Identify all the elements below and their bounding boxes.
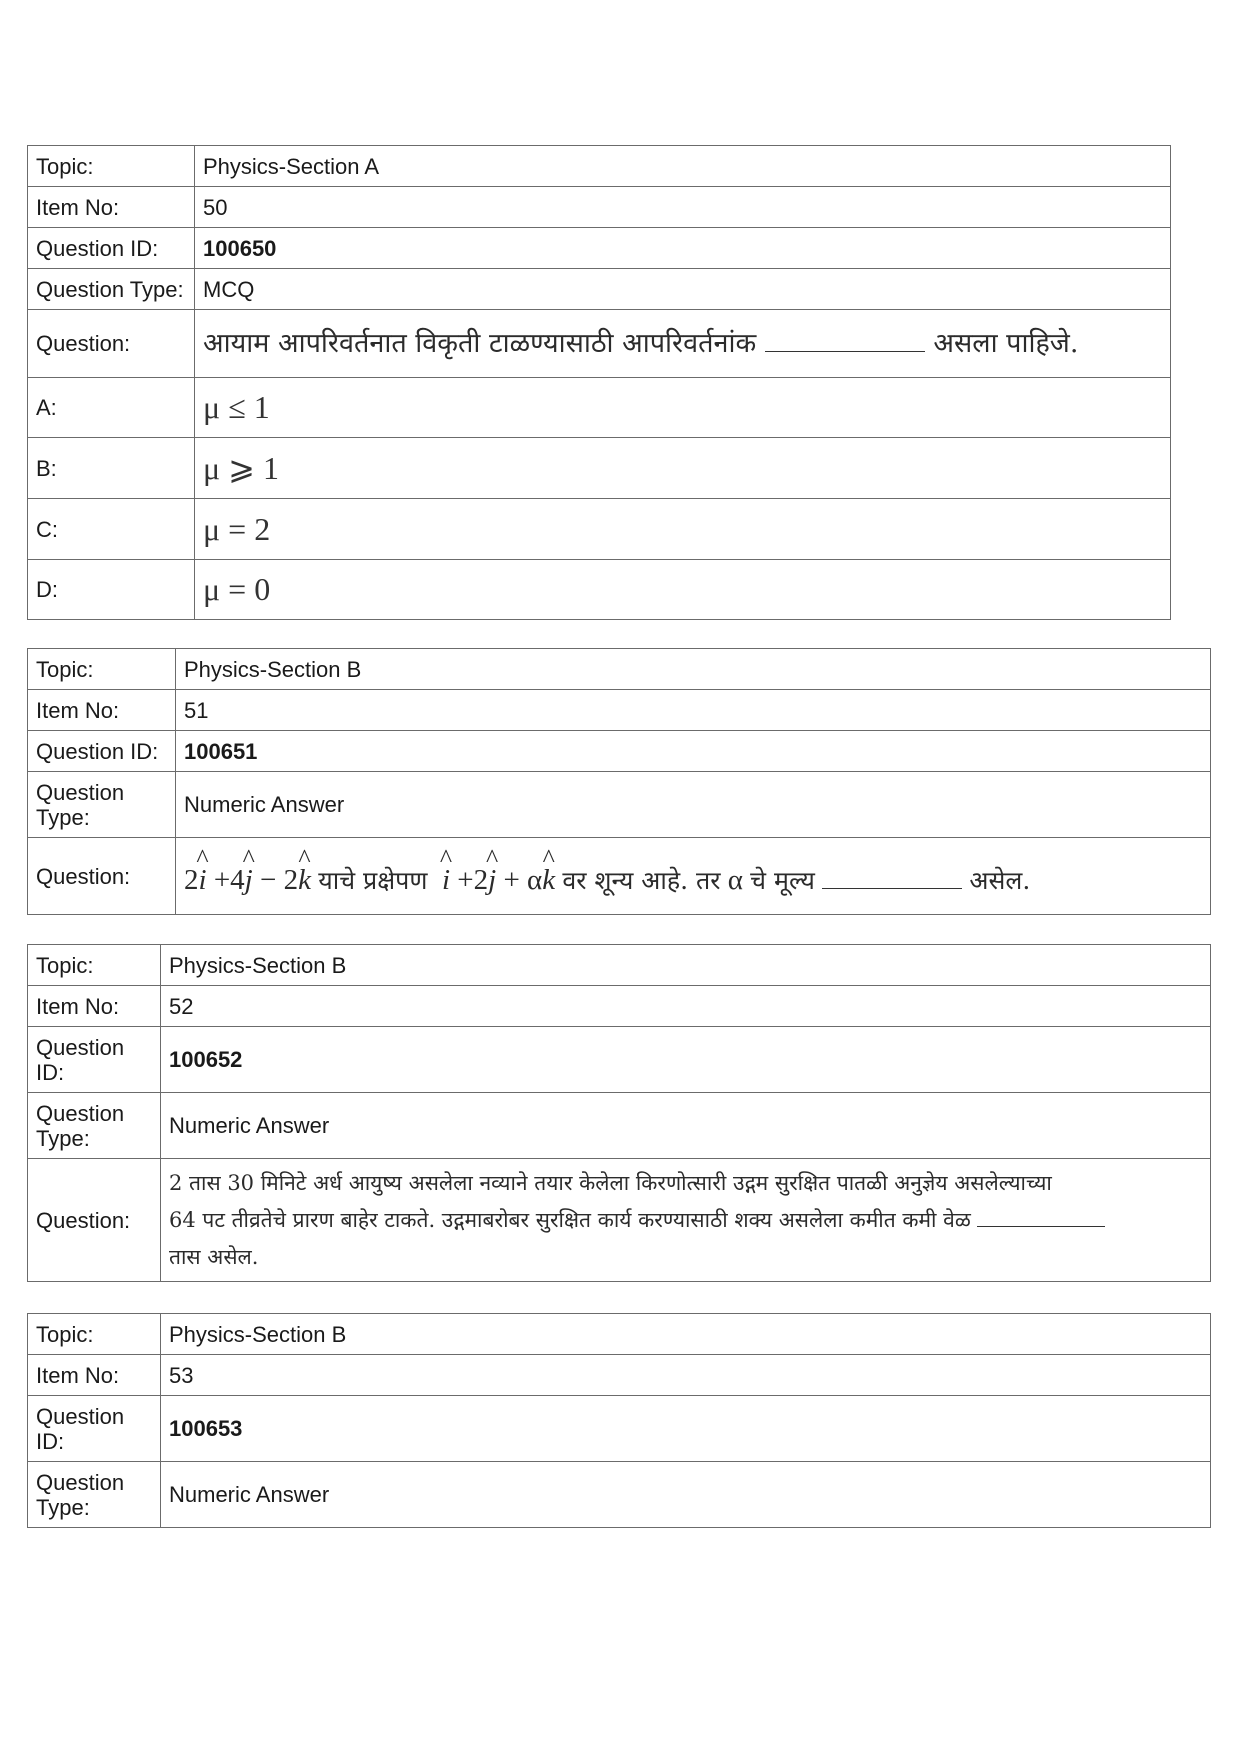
question-text xyxy=(195,310,1171,378)
question-label: Question: xyxy=(28,310,195,378)
option-c-label: C: xyxy=(28,499,195,560)
alpha-symbol: α xyxy=(727,863,743,896)
question-text-1: याचे प्रक्षेपण xyxy=(318,865,428,895)
question-type-value: Numeric Answer xyxy=(161,1462,1211,1528)
question-block-53 xyxy=(27,1313,1211,1528)
question-text-3: चे मूल्य xyxy=(750,865,815,895)
question-label: Question: xyxy=(28,1159,161,1282)
item-no-value: 50 xyxy=(195,187,1171,228)
answer-blank xyxy=(822,888,962,889)
topic-label: Topic: xyxy=(28,945,161,986)
topic-value: Physics-Section B xyxy=(161,1314,1211,1355)
option-d-label: D: xyxy=(28,560,195,620)
item-no-value: 52 xyxy=(161,986,1211,1027)
question-type-value: Numeric Answer xyxy=(161,1093,1211,1159)
question-type-label: Question Type: xyxy=(28,772,176,838)
option-b-text: μ ⩾ 1 xyxy=(195,438,1171,499)
question-text-part2: असला पाहिजे. xyxy=(933,328,1079,359)
answer-blank xyxy=(765,351,925,352)
topic-value: Physics-Section A xyxy=(195,146,1171,187)
question-type-value: MCQ xyxy=(195,269,1171,310)
item-no-label: Item No: xyxy=(28,1355,161,1396)
question-id-value: 100650 xyxy=(195,228,1171,269)
question-text-part1: आयाम आपरिवर्तनात विकृती टाळण्यासाठी आपरिवर्तनांक xyxy=(203,328,757,359)
question-type-label: Question Type: xyxy=(28,269,195,310)
topic-value: Physics-Section B xyxy=(161,945,1211,986)
option-a-label: A: xyxy=(28,378,195,438)
question-type-label: Question Type: xyxy=(28,1462,161,1528)
question-line-2: 64 पट तीव्रतेचे प्रारण बाहेर टाकते. उद्गमाबरोबर सुरक्षित कार्य करण्यासाठी शक्य असलेला कमीत कमी वेळ xyxy=(169,1207,971,1232)
option-c-text: μ = 2 xyxy=(195,499,1171,560)
question-type-value: Numeric Answer xyxy=(176,772,1211,838)
question-id-label: Question ID: xyxy=(28,1396,161,1462)
question-id-label: Question ID: xyxy=(28,1027,161,1093)
question-type-label: Question Type: xyxy=(28,1093,161,1159)
topic-value: Physics-Section B xyxy=(176,649,1211,690)
question-line-2-wrap xyxy=(169,1202,1202,1239)
item-no-label: Item No: xyxy=(28,986,161,1027)
question-id-value: 100652 xyxy=(161,1027,1211,1093)
question-text xyxy=(161,1159,1211,1282)
question-text-2: वर शून्य आहे. तर xyxy=(562,865,721,895)
item-no-value: 51 xyxy=(176,690,1211,731)
question-id-value: 100653 xyxy=(161,1396,1211,1462)
question-block-52 xyxy=(27,944,1211,1282)
topic-label: Topic: xyxy=(28,649,176,690)
question-id-label: Question ID: xyxy=(28,228,195,269)
topic-label: Topic: xyxy=(28,1314,161,1355)
item-no-value: 53 xyxy=(161,1355,1211,1396)
question-line-1: 2 तास 30 मिनिटे अर्ध आयुष्य असलेला नव्याने तयार केलेला किरणोत्सारी उद्गम सुरक्षित पातळी अनुज्ञेय असलेल्याच्या xyxy=(169,1170,1052,1195)
question-block-50 xyxy=(27,145,1171,620)
item-no-label: Item No: xyxy=(28,690,176,731)
question-text: 2^ i +4^ j − 2^ k याचे प्रक्षेपण ^ i +2^ j + α^ k वर शून्य आहे. तर α चे मूल्य असेल. xyxy=(176,838,1211,915)
option-d-text: μ = 0 xyxy=(195,560,1171,620)
item-no-label: Item No: xyxy=(28,187,195,228)
question-label: Question: xyxy=(28,838,176,915)
option-b-label: B: xyxy=(28,438,195,499)
topic-label: Topic: xyxy=(28,146,195,187)
answer-blank xyxy=(977,1226,1105,1227)
question-block-51 xyxy=(27,648,1211,915)
option-a-text: μ ≤ 1 xyxy=(195,378,1171,438)
question-text-4: असेल. xyxy=(969,865,1031,895)
question-id-value: 100651 xyxy=(176,731,1211,772)
question-id-label: Question ID: xyxy=(28,731,176,772)
question-line-3: तास असेल. xyxy=(169,1244,259,1269)
